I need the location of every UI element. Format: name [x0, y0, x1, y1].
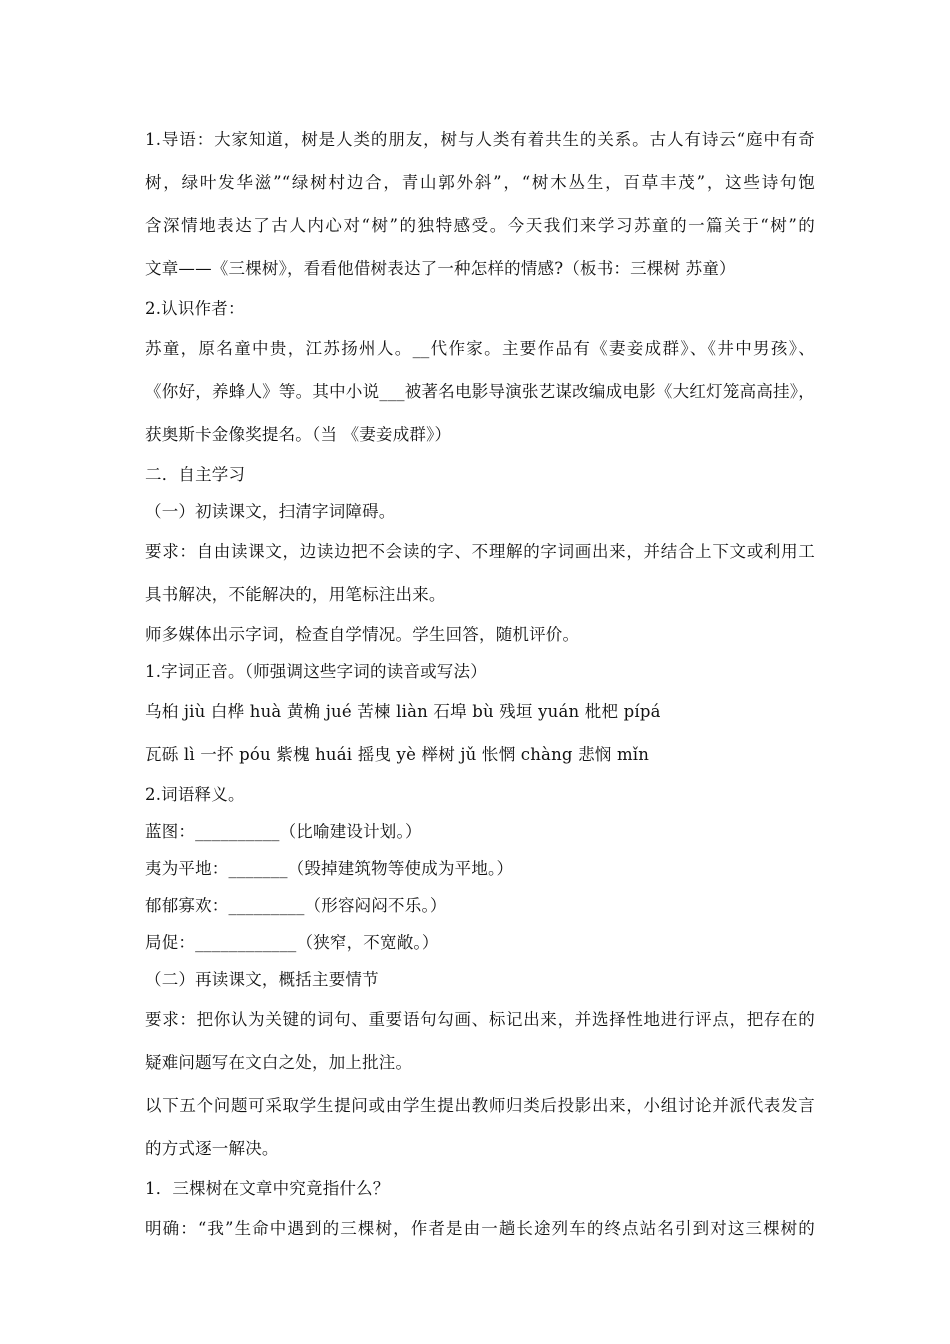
text-line: 以下五个问题可采取学生提问或由学生提出教师归类后投影出来，小组讨论并派代表发言 — [145, 1096, 815, 1115]
text-line: 具书解决，不能解决的，用笔标注出来。 — [145, 585, 446, 604]
text-line: 树，绿叶发华滋”“绿树村边合，青山郭外斜”，“树木丛生，百草丰茂”，这些诗句饱 — [145, 173, 815, 192]
text-line: 乌桕 jiù 白桦 huà 黄桷 jué 苦楝 liàn 石埠 bù 残垣 yuán 枇杷 pípá — [145, 702, 661, 721]
text-line: 1.导语：大家知道，树是人类的朋友，树与人类有着共生的关系。古人有诗云“庭中有奇 — [145, 130, 815, 149]
text-line: 疑难问题写在文白之处，加上批注。 — [145, 1053, 413, 1072]
text-line: 2.词语释义。 — [145, 785, 245, 804]
text-line: （一）初读课文，扫清字词障碍。 — [145, 502, 396, 521]
text-line: 局促：____________（狭窄，不宽敞。） — [145, 933, 439, 952]
text-line: 二．自主学习 — [145, 465, 246, 484]
text-line: 获奥斯卡金像奖提名。（当 《妻妾成群》） — [145, 425, 452, 444]
text-line: 明确：“我”生命中遇到的三棵树，作者是由一趟长途列车的终点站名引到对这三棵树的 — [145, 1219, 815, 1238]
text-line: 要求：自由读课文，边读边把不会读的字、不理解的字词画出来，并结合上下文或利用工 — [145, 542, 815, 561]
text-line: 1．三棵树在文章中究竟指什么？ — [145, 1179, 390, 1198]
text-line: 要求：把你认为关键的词句、重要语句勾画、标记出来，并选择性地进行评点，把存在的 — [145, 1010, 815, 1029]
text-line: 苏童，原名童中贵，江苏扬州人。__代作家。主要作品有《妻妾成群》、《井中男孩》、 — [145, 339, 815, 358]
text-line: 夷为平地：_______（毁掉建筑物等使成为平地。） — [145, 859, 514, 878]
text-line: （二）再读课文，概括主要情节 — [145, 970, 379, 989]
text-line: 的方式逐一解决。 — [145, 1139, 279, 1158]
text-line: 2.认识作者： — [145, 299, 245, 318]
text-line: 郁郁寡欢：_________（形容闷闷不乐。） — [145, 896, 447, 915]
text-line: 师多媒体出示字词，检查自学情况。学生回答，随机评价。 — [145, 625, 580, 644]
text-line: 含深情地表达了古人内心对“树”的独特感受。今天我们来学习苏童的一篇关于“树”的 — [145, 216, 815, 235]
text-line: 1.字词正音。（师强调这些字词的读音或写法） — [145, 662, 487, 681]
text-line: 蓝图：__________（比喻建设计划。） — [145, 822, 422, 841]
document-body — [145, 118, 815, 1250]
text-line: 文章——《三棵树》，看看他借树表达了一种怎样的情感?（板书：三棵树 苏童） — [145, 259, 736, 278]
text-line: 《你好，养蜂人》等。其中小说___被著名电影导演张艺谋改编成电影《大红灯笼高高挂》， — [145, 382, 815, 401]
text-line: 瓦砾 lì 一抔 póu 紫槐 huái 摇曳 yè 榉树 jǔ 怅惘 chàng 悲悯 mǐn — [145, 745, 650, 764]
